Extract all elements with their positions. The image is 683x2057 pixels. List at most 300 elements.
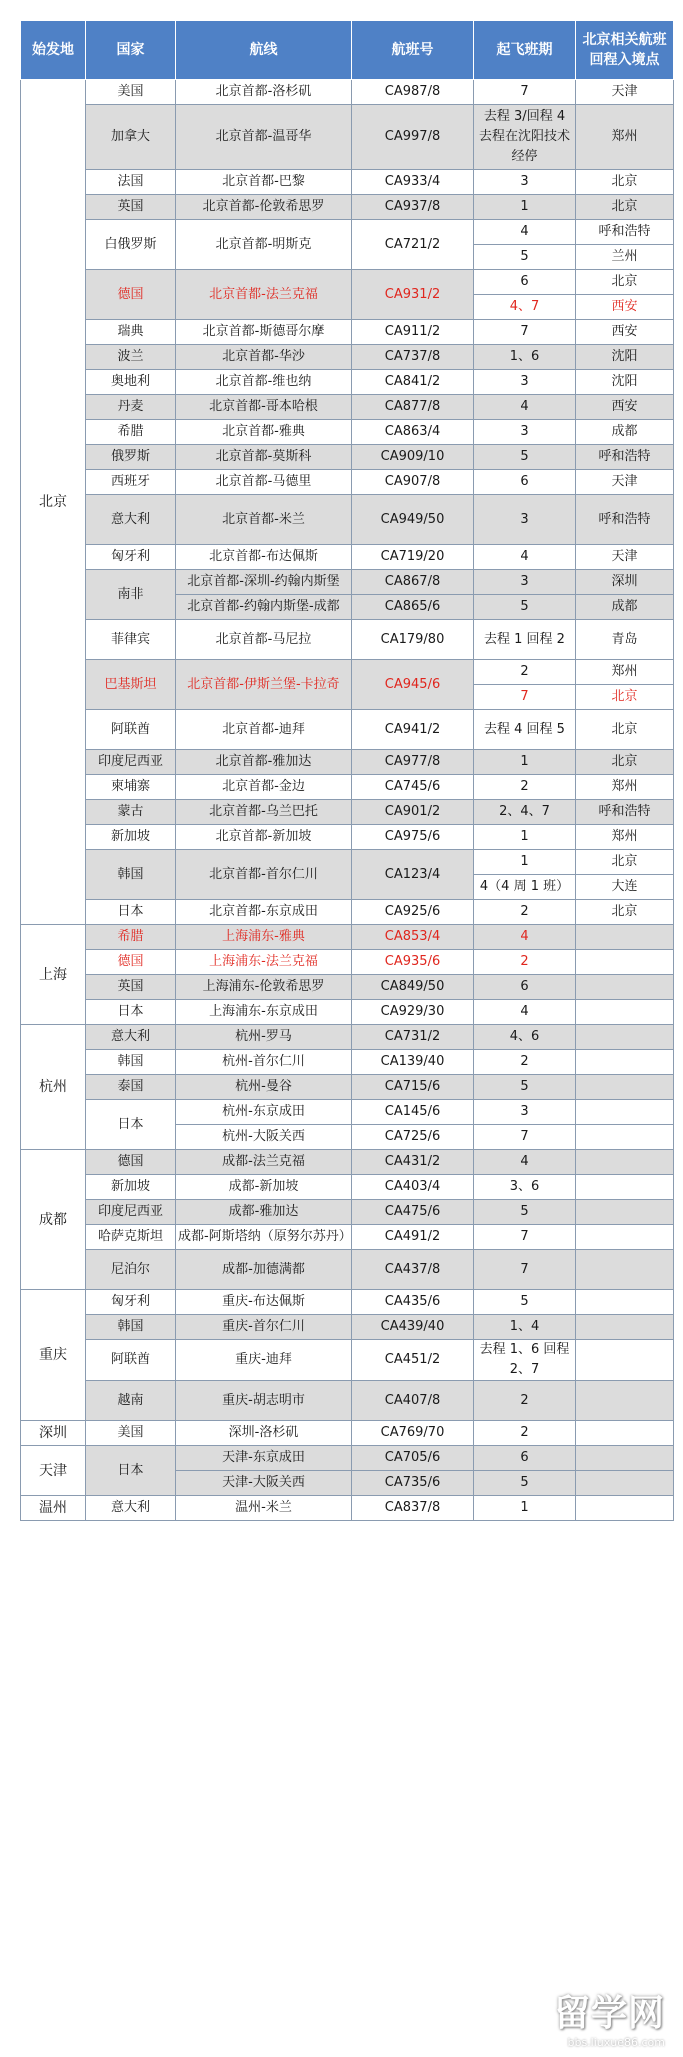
table-row bbox=[21, 220, 674, 245]
route-cell: 北京首都-伊斯兰堡-卡拉奇 bbox=[176, 660, 352, 710]
country-cell: 泰国 bbox=[86, 1075, 176, 1100]
country-cell: 新加坡 bbox=[86, 1175, 176, 1200]
header-row bbox=[21, 21, 674, 80]
entry-point-cell: 呼和浩特 bbox=[576, 495, 674, 545]
table-row bbox=[21, 1175, 674, 1200]
schedule-cell: 1、4 bbox=[474, 1315, 576, 1340]
country-cell: 英国 bbox=[86, 975, 176, 1000]
entry-point-cell: 北京 bbox=[576, 685, 674, 710]
flight-number-cell: CA745/6 bbox=[352, 775, 474, 800]
watermark-url: bbs.liuxue86.com bbox=[567, 2036, 665, 2049]
schedule-cell: 5 bbox=[474, 1471, 576, 1496]
flight-number-cell: CA949/50 bbox=[352, 495, 474, 545]
flight-number-cell: CA911/2 bbox=[352, 320, 474, 345]
origin-cell: 杭州 bbox=[21, 1025, 86, 1150]
entry-point-cell: 北京 bbox=[576, 170, 674, 195]
table-row bbox=[21, 800, 674, 825]
flight-number-cell: CA945/6 bbox=[352, 660, 474, 710]
schedule-cell: 4 bbox=[474, 395, 576, 420]
entry-point-cell bbox=[576, 1100, 674, 1125]
route-cell: 深圳-洛杉矶 bbox=[176, 1421, 352, 1446]
country-cell: 蒙古 bbox=[86, 800, 176, 825]
flight-number-cell: CA977/8 bbox=[352, 750, 474, 775]
entry-point-cell bbox=[576, 975, 674, 1000]
country-cell: 柬埔寨 bbox=[86, 775, 176, 800]
table-row bbox=[21, 900, 674, 925]
country-cell: 意大利 bbox=[86, 1025, 176, 1050]
schedule-cell: 4 bbox=[474, 220, 576, 245]
flight-number-cell: CA437/8 bbox=[352, 1250, 474, 1290]
entry-point-cell bbox=[576, 1200, 674, 1225]
schedule-cell: 5 bbox=[474, 245, 576, 270]
entry-point-cell: 郑州 bbox=[576, 825, 674, 850]
country-cell: 德国 bbox=[86, 1150, 176, 1175]
schedule-cell: 7 bbox=[474, 685, 576, 710]
table-row bbox=[21, 1381, 674, 1421]
flight-table bbox=[20, 20, 674, 1521]
schedule-cell: 2、4、7 bbox=[474, 800, 576, 825]
schedule-cell: 5 bbox=[474, 1290, 576, 1315]
entry-point-cell: 天津 bbox=[576, 545, 674, 570]
table-row bbox=[21, 1075, 674, 1100]
flight-number-cell: CA849/50 bbox=[352, 975, 474, 1000]
origin-cell: 温州 bbox=[21, 1496, 86, 1521]
route-cell: 北京首都-马尼拉 bbox=[176, 620, 352, 660]
country-cell: 印度尼西亚 bbox=[86, 750, 176, 775]
entry-point-cell: 天津 bbox=[576, 470, 674, 495]
route-cell: 北京首都-雅加达 bbox=[176, 750, 352, 775]
header-flight-number: 航班号 bbox=[352, 21, 474, 80]
schedule-cell: 1 bbox=[474, 195, 576, 220]
entry-point-cell bbox=[576, 1446, 674, 1471]
entry-point-cell: 深圳 bbox=[576, 570, 674, 595]
country-cell: 希腊 bbox=[86, 420, 176, 445]
country-cell: 日本 bbox=[86, 1100, 176, 1150]
entry-point-cell: 郑州 bbox=[576, 660, 674, 685]
table-row bbox=[21, 660, 674, 685]
flight-number-cell: CA735/6 bbox=[352, 1471, 474, 1496]
flight-number-cell: CA139/40 bbox=[352, 1050, 474, 1075]
table-row bbox=[21, 495, 674, 545]
flight-schedule bbox=[20, 20, 673, 1521]
flight-number-cell: CA123/4 bbox=[352, 850, 474, 900]
route-cell: 北京首都-哥本哈根 bbox=[176, 395, 352, 420]
country-cell: 意大利 bbox=[86, 1496, 176, 1521]
entry-point-cell bbox=[576, 1000, 674, 1025]
table-row bbox=[21, 1290, 674, 1315]
schedule-cell: 1 bbox=[474, 1496, 576, 1521]
table-row bbox=[21, 750, 674, 775]
entry-point-cell: 北京 bbox=[576, 270, 674, 295]
flight-number-cell: CA491/2 bbox=[352, 1225, 474, 1250]
table-row bbox=[21, 1000, 674, 1025]
route-cell: 北京首都-深圳-约翰内斯堡 bbox=[176, 570, 352, 595]
country-cell: 韩国 bbox=[86, 850, 176, 900]
entry-point-cell bbox=[576, 1125, 674, 1150]
route-cell: 北京首都-维也纳 bbox=[176, 370, 352, 395]
header-route: 航线 bbox=[176, 21, 352, 80]
flight-number-cell: CA719/20 bbox=[352, 545, 474, 570]
table-row bbox=[21, 1421, 674, 1446]
schedule-cell: 3 bbox=[474, 495, 576, 545]
route-cell: 天津-东京成田 bbox=[176, 1446, 352, 1471]
schedule-cell: 6 bbox=[474, 975, 576, 1000]
route-cell: 杭州-罗马 bbox=[176, 1025, 352, 1050]
flight-number-cell: CA431/2 bbox=[352, 1150, 474, 1175]
route-cell: 重庆-迪拜 bbox=[176, 1340, 352, 1381]
table-row bbox=[21, 975, 674, 1000]
table-row bbox=[21, 950, 674, 975]
entry-point-cell: 呼和浩特 bbox=[576, 220, 674, 245]
route-cell: 重庆-布达佩斯 bbox=[176, 1290, 352, 1315]
schedule-cell: 1 bbox=[474, 825, 576, 850]
entry-point-cell bbox=[576, 925, 674, 950]
route-cell: 北京首都-雅典 bbox=[176, 420, 352, 445]
entry-point-cell bbox=[576, 1050, 674, 1075]
entry-point-cell bbox=[576, 1150, 674, 1175]
schedule-cell: 7 bbox=[474, 80, 576, 105]
flight-number-cell: CA837/8 bbox=[352, 1496, 474, 1521]
schedule-cell: 3、6 bbox=[474, 1175, 576, 1200]
flight-number-cell: CA715/6 bbox=[352, 1075, 474, 1100]
country-cell: 俄罗斯 bbox=[86, 445, 176, 470]
route-cell: 杭州-东京成田 bbox=[176, 1100, 352, 1125]
origin-cell: 天津 bbox=[21, 1446, 86, 1496]
schedule-cell: 3 bbox=[474, 1100, 576, 1125]
table-row bbox=[21, 320, 674, 345]
flight-number-cell: CA877/8 bbox=[352, 395, 474, 420]
flight-number-cell: CA975/6 bbox=[352, 825, 474, 850]
country-cell: 匈牙利 bbox=[86, 545, 176, 570]
watermark bbox=[554, 1985, 665, 2049]
route-cell: 北京首都-伦敦希思罗 bbox=[176, 195, 352, 220]
schedule-cell: 去程 1 回程 2 bbox=[474, 620, 576, 660]
flight-number-cell: CA737/8 bbox=[352, 345, 474, 370]
table-row bbox=[21, 570, 674, 595]
table-row bbox=[21, 345, 674, 370]
entry-point-cell: 郑州 bbox=[576, 775, 674, 800]
route-cell: 北京首都-约翰内斯堡-成都 bbox=[176, 595, 352, 620]
entry-point-cell: 北京 bbox=[576, 710, 674, 750]
route-cell: 温州-米兰 bbox=[176, 1496, 352, 1521]
route-cell: 成都-加德满都 bbox=[176, 1250, 352, 1290]
table-row bbox=[21, 470, 674, 495]
schedule-cell: 3 bbox=[474, 570, 576, 595]
table-row bbox=[21, 105, 674, 170]
origin-cell: 上海 bbox=[21, 925, 86, 1025]
table-row bbox=[21, 270, 674, 295]
entry-point-cell bbox=[576, 1075, 674, 1100]
route-cell: 上海浦东-雅典 bbox=[176, 925, 352, 950]
route-cell: 北京首都-布达佩斯 bbox=[176, 545, 352, 570]
country-cell: 日本 bbox=[86, 1446, 176, 1496]
route-cell: 成都-雅加达 bbox=[176, 1200, 352, 1225]
country-cell: 新加坡 bbox=[86, 825, 176, 850]
schedule-cell: 4 bbox=[474, 1000, 576, 1025]
entry-point-cell: 北京 bbox=[576, 900, 674, 925]
route-cell: 北京首都-马德里 bbox=[176, 470, 352, 495]
country-cell: 意大利 bbox=[86, 495, 176, 545]
schedule-cell: 4（4 周 1 班） bbox=[474, 875, 576, 900]
flight-number-cell: CA925/6 bbox=[352, 900, 474, 925]
entry-point-cell: 西安 bbox=[576, 295, 674, 320]
schedule-cell: 3 bbox=[474, 420, 576, 445]
flight-number-cell: CA435/6 bbox=[352, 1290, 474, 1315]
schedule-cell: 3 bbox=[474, 170, 576, 195]
route-cell: 北京首都-华沙 bbox=[176, 345, 352, 370]
route-cell: 杭州-大阪关西 bbox=[176, 1125, 352, 1150]
table-row bbox=[21, 1446, 674, 1471]
table-row bbox=[21, 1250, 674, 1290]
flight-number-cell: CA907/8 bbox=[352, 470, 474, 495]
flight-number-cell: CA179/80 bbox=[352, 620, 474, 660]
table-row bbox=[21, 80, 674, 105]
route-cell: 北京首都-法兰克福 bbox=[176, 270, 352, 320]
entry-point-cell bbox=[576, 1025, 674, 1050]
entry-point-cell: 兰州 bbox=[576, 245, 674, 270]
country-cell: 德国 bbox=[86, 950, 176, 975]
table-row bbox=[21, 1225, 674, 1250]
country-cell: 白俄罗斯 bbox=[86, 220, 176, 270]
entry-point-cell: 北京 bbox=[576, 850, 674, 875]
schedule-cell: 去程 1、6 回程 2、7 bbox=[474, 1340, 576, 1381]
flight-number-cell: CA987/8 bbox=[352, 80, 474, 105]
table-row bbox=[21, 1496, 674, 1521]
route-cell: 北京首都-莫斯科 bbox=[176, 445, 352, 470]
entry-point-cell bbox=[576, 1496, 674, 1521]
schedule-cell: 7 bbox=[474, 1225, 576, 1250]
route-cell: 天津-大阪关西 bbox=[176, 1471, 352, 1496]
schedule-cell: 7 bbox=[474, 1125, 576, 1150]
country-cell: 尼泊尔 bbox=[86, 1250, 176, 1290]
schedule-cell: 去程 3/回程 4 去程在沈阳技术经停 bbox=[474, 105, 576, 170]
route-cell: 北京首都-迪拜 bbox=[176, 710, 352, 750]
flight-number-cell: CA841/2 bbox=[352, 370, 474, 395]
country-cell: 美国 bbox=[86, 80, 176, 105]
table-row bbox=[21, 420, 674, 445]
schedule-cell: 4 bbox=[474, 545, 576, 570]
entry-point-cell bbox=[576, 1381, 674, 1421]
table-row bbox=[21, 1150, 674, 1175]
flight-number-cell: CA929/30 bbox=[352, 1000, 474, 1025]
schedule-cell: 1、6 bbox=[474, 345, 576, 370]
flight-number-cell: CA731/2 bbox=[352, 1025, 474, 1050]
schedule-cell: 4、6 bbox=[474, 1025, 576, 1050]
country-cell: 韩国 bbox=[86, 1315, 176, 1340]
country-cell: 法国 bbox=[86, 170, 176, 195]
country-cell: 丹麦 bbox=[86, 395, 176, 420]
table-row bbox=[21, 370, 674, 395]
table-row bbox=[21, 1025, 674, 1050]
schedule-cell: 6 bbox=[474, 1446, 576, 1471]
route-cell: 成都-阿斯塔纳（原努尔苏丹） bbox=[176, 1225, 352, 1250]
country-cell: 阿联酋 bbox=[86, 710, 176, 750]
entry-point-cell: 沈阳 bbox=[576, 370, 674, 395]
country-cell: 巴基斯坦 bbox=[86, 660, 176, 710]
country-cell: 日本 bbox=[86, 900, 176, 925]
route-cell: 重庆-胡志明市 bbox=[176, 1381, 352, 1421]
origin-cell: 成都 bbox=[21, 1150, 86, 1290]
flight-number-cell: CA439/40 bbox=[352, 1315, 474, 1340]
flight-number-cell: CA769/70 bbox=[352, 1421, 474, 1446]
entry-point-cell bbox=[576, 1175, 674, 1200]
table-row bbox=[21, 850, 674, 875]
table-row bbox=[21, 775, 674, 800]
route-cell: 北京首都-乌兰巴托 bbox=[176, 800, 352, 825]
schedule-cell: 5 bbox=[474, 445, 576, 470]
entry-point-cell: 青岛 bbox=[576, 620, 674, 660]
route-cell: 成都-新加坡 bbox=[176, 1175, 352, 1200]
schedule-cell: 6 bbox=[474, 470, 576, 495]
header-origin: 始发地 bbox=[21, 21, 86, 80]
flight-number-cell: CA997/8 bbox=[352, 105, 474, 170]
flight-number-cell: CA931/2 bbox=[352, 270, 474, 320]
table-row bbox=[21, 195, 674, 220]
country-cell: 奥地利 bbox=[86, 370, 176, 395]
flight-number-cell: CA935/6 bbox=[352, 950, 474, 975]
table-row bbox=[21, 1050, 674, 1075]
flight-number-cell: CA901/2 bbox=[352, 800, 474, 825]
schedule-cell: 4 bbox=[474, 1150, 576, 1175]
entry-point-cell: 沈阳 bbox=[576, 345, 674, 370]
origin-cell: 深圳 bbox=[21, 1421, 86, 1446]
flight-number-cell: CA721/2 bbox=[352, 220, 474, 270]
flight-number-cell: CA403/4 bbox=[352, 1175, 474, 1200]
entry-point-cell: 呼和浩特 bbox=[576, 445, 674, 470]
entry-point-cell bbox=[576, 1421, 674, 1446]
table-row bbox=[21, 170, 674, 195]
entry-point-cell: 北京 bbox=[576, 195, 674, 220]
country-cell: 哈萨克斯坦 bbox=[86, 1225, 176, 1250]
schedule-cell: 2 bbox=[474, 775, 576, 800]
country-cell: 希腊 bbox=[86, 925, 176, 950]
entry-point-cell: 西安 bbox=[576, 320, 674, 345]
table-row bbox=[21, 620, 674, 660]
schedule-cell: 2 bbox=[474, 1050, 576, 1075]
country-cell: 波兰 bbox=[86, 345, 176, 370]
route-cell: 重庆-首尔仁川 bbox=[176, 1315, 352, 1340]
origin-cell: 北京 bbox=[21, 80, 86, 925]
entry-point-cell: 西安 bbox=[576, 395, 674, 420]
schedule-cell: 去程 4 回程 5 bbox=[474, 710, 576, 750]
flight-number-cell: CA863/4 bbox=[352, 420, 474, 445]
flight-number-cell: CA937/8 bbox=[352, 195, 474, 220]
route-cell: 北京首都-金边 bbox=[176, 775, 352, 800]
schedule-cell: 4、7 bbox=[474, 295, 576, 320]
table-row bbox=[21, 1315, 674, 1340]
country-cell: 菲律宾 bbox=[86, 620, 176, 660]
table-row bbox=[21, 545, 674, 570]
entry-point-cell bbox=[576, 1315, 674, 1340]
schedule-cell: 5 bbox=[474, 1075, 576, 1100]
flight-number-cell: CA407/8 bbox=[352, 1381, 474, 1421]
route-cell: 北京首都-米兰 bbox=[176, 495, 352, 545]
flight-number-cell: CA145/6 bbox=[352, 1100, 474, 1125]
entry-point-cell bbox=[576, 1340, 674, 1381]
route-cell: 北京首都-洛杉矶 bbox=[176, 80, 352, 105]
entry-point-cell: 成都 bbox=[576, 595, 674, 620]
schedule-cell: 2 bbox=[474, 900, 576, 925]
route-cell: 北京首都-巴黎 bbox=[176, 170, 352, 195]
flight-number-cell: CA853/4 bbox=[352, 925, 474, 950]
header-country: 国家 bbox=[86, 21, 176, 80]
route-cell: 杭州-曼谷 bbox=[176, 1075, 352, 1100]
flight-number-cell: CA451/2 bbox=[352, 1340, 474, 1381]
schedule-cell: 4 bbox=[474, 925, 576, 950]
flight-number-cell: CA475/6 bbox=[352, 1200, 474, 1225]
country-cell: 瑞典 bbox=[86, 320, 176, 345]
flight-number-cell: CA867/8 bbox=[352, 570, 474, 595]
flight-number-cell: CA909/10 bbox=[352, 445, 474, 470]
watermark-logo: 留学网 bbox=[553, 1993, 665, 2034]
country-cell: 阿联酋 bbox=[86, 1340, 176, 1381]
route-cell: 上海浦东-伦敦希思罗 bbox=[176, 975, 352, 1000]
table-row bbox=[21, 1100, 674, 1125]
table-row bbox=[21, 825, 674, 850]
table-row bbox=[21, 1340, 674, 1381]
route-cell: 杭州-首尔仁川 bbox=[176, 1050, 352, 1075]
table-row bbox=[21, 710, 674, 750]
entry-point-cell bbox=[576, 1250, 674, 1290]
header-schedule: 起飞班期 bbox=[474, 21, 576, 80]
country-cell: 南非 bbox=[86, 570, 176, 620]
entry-point-cell bbox=[576, 1225, 674, 1250]
route-cell: 北京首都-东京成田 bbox=[176, 900, 352, 925]
route-cell: 北京首都-温哥华 bbox=[176, 105, 352, 170]
header-entry-point: 北京相关航班回程入境点 bbox=[576, 21, 674, 80]
country-cell: 英国 bbox=[86, 195, 176, 220]
country-cell: 印度尼西亚 bbox=[86, 1200, 176, 1225]
route-cell: 上海浦东-法兰克福 bbox=[176, 950, 352, 975]
table-row bbox=[21, 1200, 674, 1225]
entry-point-cell: 呼和浩特 bbox=[576, 800, 674, 825]
entry-point-cell: 大连 bbox=[576, 875, 674, 900]
schedule-cell: 2 bbox=[474, 660, 576, 685]
table-row bbox=[21, 925, 674, 950]
table-row bbox=[21, 395, 674, 420]
flight-number-cell: CA933/4 bbox=[352, 170, 474, 195]
country-cell: 西班牙 bbox=[86, 470, 176, 495]
flight-number-cell: CA705/6 bbox=[352, 1446, 474, 1471]
route-cell: 北京首都-斯德哥尔摩 bbox=[176, 320, 352, 345]
country-cell: 德国 bbox=[86, 270, 176, 320]
route-cell: 北京首都-首尔仁川 bbox=[176, 850, 352, 900]
entry-point-cell bbox=[576, 1471, 674, 1496]
schedule-cell: 5 bbox=[474, 1200, 576, 1225]
schedule-cell: 3 bbox=[474, 370, 576, 395]
country-cell: 加拿大 bbox=[86, 105, 176, 170]
flight-number-cell: CA941/2 bbox=[352, 710, 474, 750]
route-cell: 上海浦东-东京成田 bbox=[176, 1000, 352, 1025]
schedule-cell: 5 bbox=[474, 595, 576, 620]
country-cell: 匈牙利 bbox=[86, 1290, 176, 1315]
route-cell: 成都-法兰克福 bbox=[176, 1150, 352, 1175]
route-cell: 北京首都-明斯克 bbox=[176, 220, 352, 270]
origin-cell: 重庆 bbox=[21, 1290, 86, 1421]
entry-point-cell: 天津 bbox=[576, 80, 674, 105]
schedule-cell: 2 bbox=[474, 1421, 576, 1446]
entry-point-cell: 郑州 bbox=[576, 105, 674, 170]
country-cell: 越南 bbox=[86, 1381, 176, 1421]
entry-point-cell bbox=[576, 1290, 674, 1315]
country-cell: 日本 bbox=[86, 1000, 176, 1025]
flight-number-cell: CA865/6 bbox=[352, 595, 474, 620]
table-row bbox=[21, 445, 674, 470]
entry-point-cell: 北京 bbox=[576, 750, 674, 775]
schedule-cell: 7 bbox=[474, 320, 576, 345]
schedule-cell: 6 bbox=[474, 270, 576, 295]
entry-point-cell bbox=[576, 950, 674, 975]
